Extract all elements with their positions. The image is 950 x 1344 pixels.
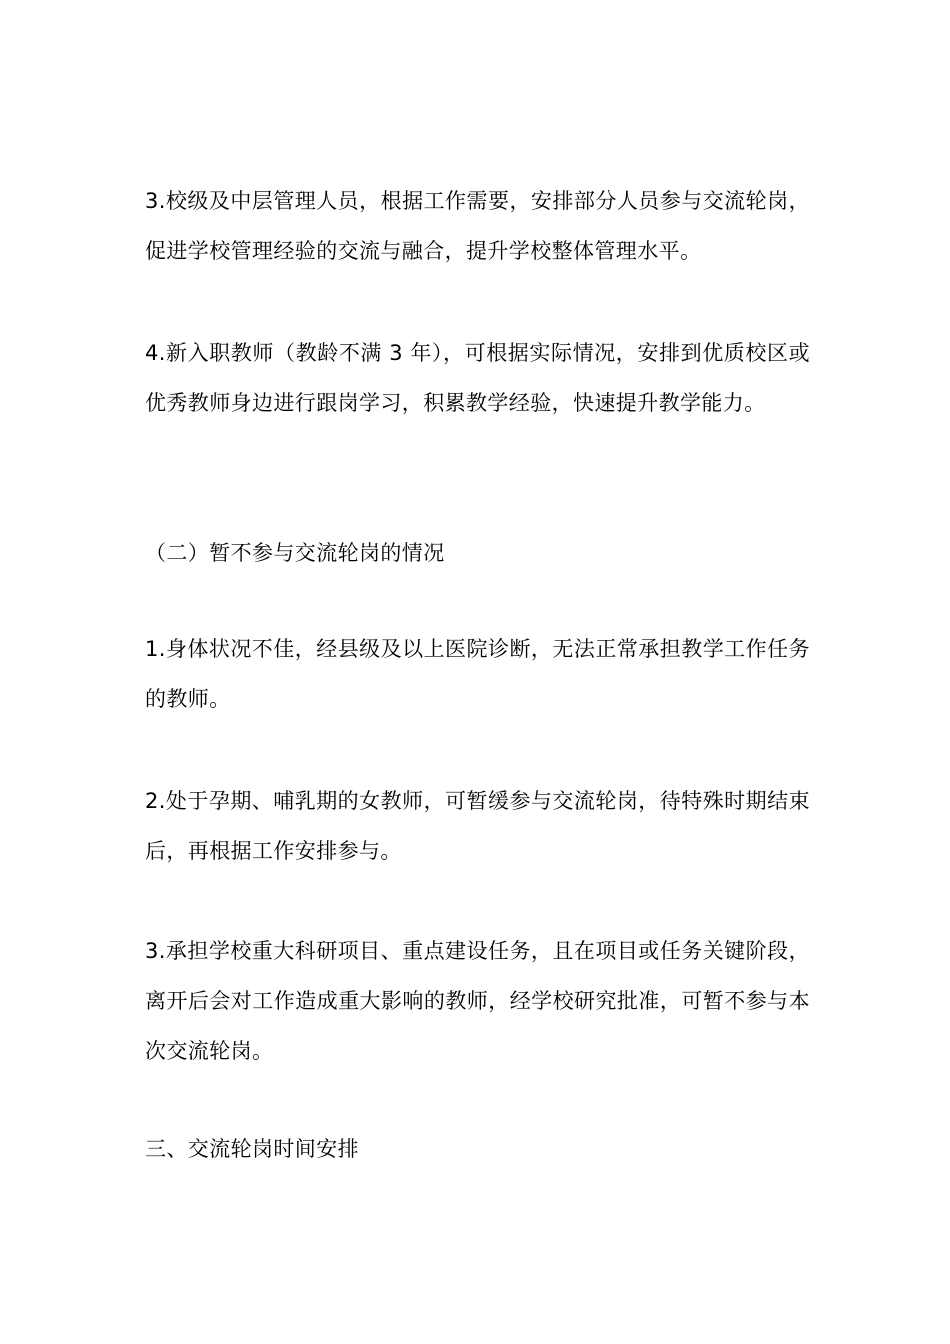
section-heading-exemptions: （二）暂不参与交流轮岗的情况 xyxy=(145,541,445,565)
paragraph-health-exemption: 1.身体状况不佳，经县级及以上医院诊断，无法正常承担教学工作任务的教师。 xyxy=(145,637,810,711)
paragraph-new-teachers: 4.新入职教师（教龄不满 3 年），可根据实际情况，安排到优质校区或优秀教师身边进行跟岗学习，积累教学经验，快速提升教学能力。 xyxy=(145,341,810,415)
paragraph-research-exemption: 3.承担学校重大科研项目、重点建设任务，且在项目或任务关键阶段，离开后会对工作造成重大影响的教师，经学校研究批准，可暂不参与本次交流轮岗。 xyxy=(145,939,810,1063)
paragraph-management-staff: 3.校级及中层管理人员，根据工作需要，安排部分人员参与交流轮岗，促进学校管理经验的交流与融合，提升学校整体管理水平。 xyxy=(145,189,810,263)
paragraph-pregnancy-exemption: 2.处于孕期、哺乳期的女教师，可暂缓参与交流轮岗，待特殊时期结束后，再根据工作安排参与。 xyxy=(145,789,810,863)
section-heading-schedule: 三、交流轮岗时间安排 xyxy=(145,1137,359,1161)
